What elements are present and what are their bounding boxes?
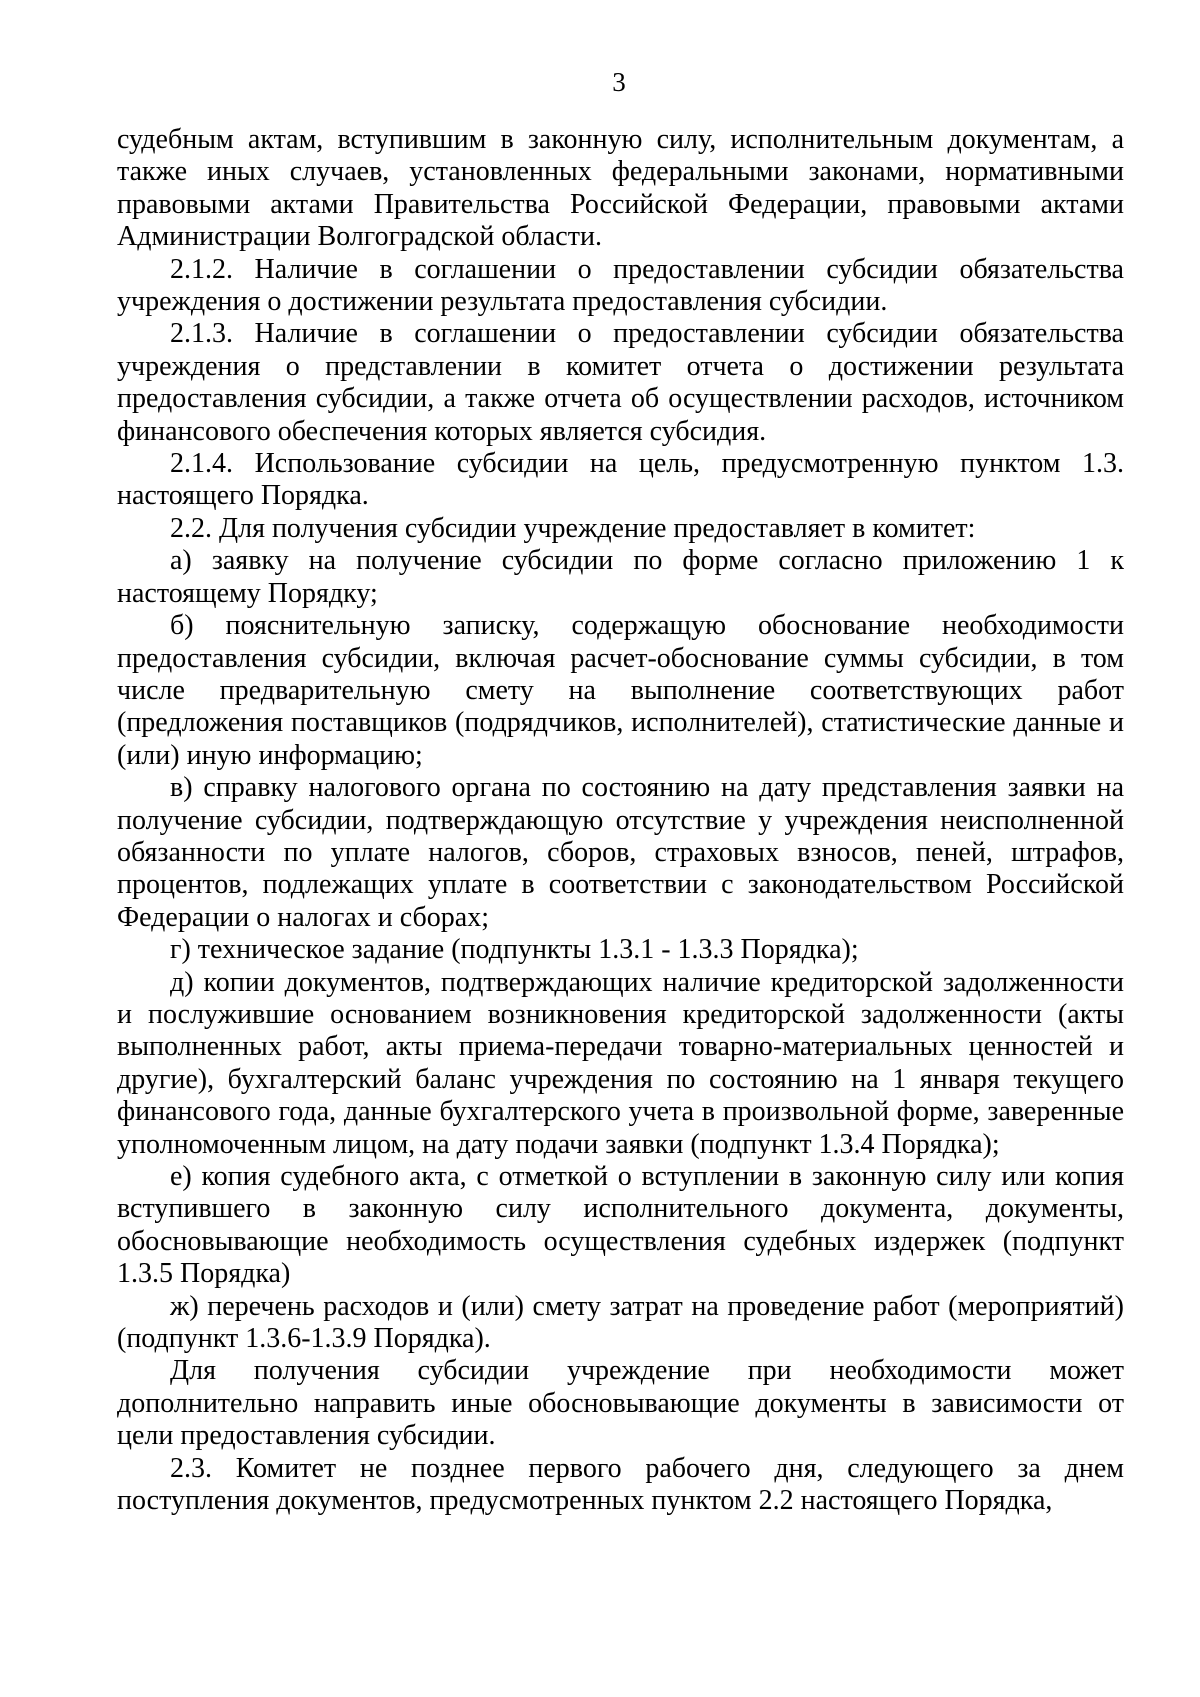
list-item-b: б) пояснительную записку, содержащую обоснование необходимости предоставления субсидии, включая расчет-обоснование суммы субсидии, в том числе предварительную смету на выполнение соответствующих работ (предложения поставщиков (подрядчиков, исполнителей), статистические данные и (или) иную информацию; <box>117 610 1124 771</box>
list-item-v: в) справку налогового органа по состоянию на дату представления заявки на получение субсидии, подтверждающую отсутствие у учреждения неисполненной обязанности по уплате налогов, сборов, страховых взносов, пеней, штрафов, процентов, подлежащих уплате в соответствии с законодательством Российской Федерации о налогах и сборах; <box>117 772 1124 933</box>
paragraph-2-1-2: 2.1.2. Наличие в соглашении о предоставлении субсидии обязательства учреждения о достижении результата предоставления субсидии. <box>117 253 1124 318</box>
list-item-a: а) заявку на получение субсидии по форме согласно приложению 1 к настоящему Порядку; <box>117 545 1124 609</box>
paragraph-2-1-3: 2.1.3. Наличие в соглашении о предоставлении субсидии обязательства учреждения о представлении в комитет отчета о достижении результата предоставления субсидии, а также отчета об осуществлении расходов, источником финансового обеспечения которых является субсидия. <box>117 318 1124 447</box>
paragraph-2-3: 2.3. Комитет не позднее первого рабочего дня, следующего за днем поступления документов, предусмотренных пунктом 2.2 настоящего Порядка, <box>117 1452 1124 1517</box>
list-item-g: г) техническое задание (подпункты 1.3.1 - 1.3.3 Порядка); <box>170 934 859 966</box>
page-number: 3 <box>612 67 626 97</box>
document-body <box>117 124 1124 1517</box>
paragraph-2-2: 2.2. Для получения субсидии учреждение предоставляет в комитет: <box>170 512 976 544</box>
paragraph-additional-documents: Для получения субсидии учреждение при необходимости может дополнительно направить иные обосновывающие документы в зависимости от цели предоставления субсидии. <box>117 1355 1124 1452</box>
paragraph-continuation: судебным актам, вступившим в законную силу, исполнительным документам, а также иных случаев, установленных федеральными законами, нормативными правовыми актами Правительства Российской Федерации, правовыми актами Администрации Волгоградской области. <box>117 124 1124 253</box>
paragraph-2-1-4: 2.1.4. Использование субсидии на цель, предусмотренную пунктом 1.3. настоящего Порядка. <box>117 448 1124 512</box>
list-item-d: д) копии документов, подтверждающих наличие кредиторской задолженности и послужившие основанием возникновения кредиторской задолженности (акты выполненных работ, акты приема-передачи товарно-материальных ценностей и другие), бухгалтерский баланс учреждения по состоянию на 1 января текущего финансового года, данные бухгалтерского учета в произвольной форме, заверенные уполномоченным лицом, на дату подачи заявки (подпункт 1.3.4 Порядка); <box>117 966 1124 1160</box>
list-item-e: е) копия судебного акта, с отметкой о вступлении в законную силу или копия вступившего в законную силу исполнительного документа, документы, обосновывающие необходимость осуществления судебных издержек (подпункт 1.3.5 Порядка) <box>117 1161 1124 1290</box>
list-item-zh: ж) перечень расходов и (или) смету затрат на проведение работ (мероприятий) (подпункт 1.3.6-1.3.9 Порядка). <box>117 1290 1124 1355</box>
